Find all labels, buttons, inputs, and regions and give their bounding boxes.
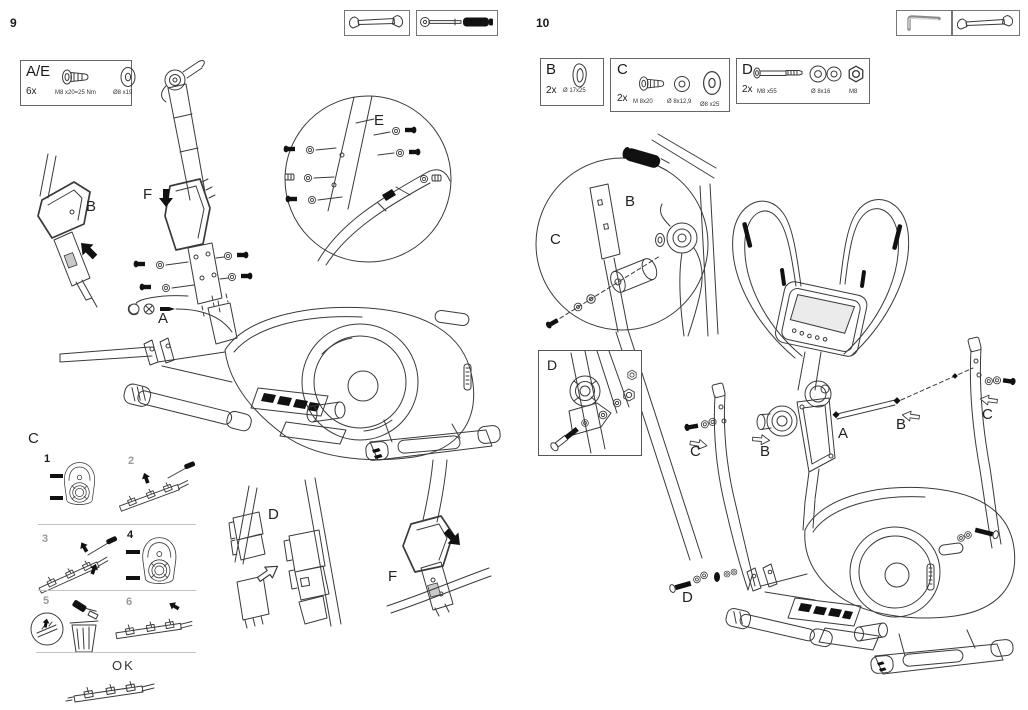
illustration-connector-detail-d <box>225 478 360 638</box>
ok-label: OK <box>112 658 135 673</box>
illustration-pivot-detail-d <box>539 351 641 455</box>
open-end-wrench-icon <box>953 11 1019 35</box>
allen-key-icon <box>897 11 951 35</box>
washer-spec-2: Ø8 x25 <box>700 102 720 108</box>
step-divider <box>38 590 196 591</box>
long-bolt-icon <box>753 66 805 80</box>
callout-d: D <box>268 506 279 523</box>
open-end-wrench-icon <box>345 11 409 35</box>
callout-arm-b-right: B <box>896 416 907 433</box>
toolbox-allen-key <box>896 10 952 36</box>
illustration-detail-circle-e <box>278 93 458 265</box>
hardware-id: C <box>617 61 628 78</box>
callout-detail-c: C <box>550 231 561 248</box>
hardware-qty: 2x <box>742 84 753 95</box>
hardware-qty: 2x <box>617 93 628 104</box>
toolbox-open-end-wrench <box>344 10 410 36</box>
hardware-qty: 2x <box>546 85 557 96</box>
callout-detail-b: B <box>625 193 636 210</box>
hardware-id: D <box>742 61 753 78</box>
callout-arm-c-left: C <box>690 443 701 460</box>
detail-box-d <box>538 350 642 456</box>
torque-wrench-icon <box>417 11 497 35</box>
small-washer-icon <box>673 75 691 93</box>
nut-spec: M8 <box>849 89 858 95</box>
step-1-illustration <box>50 458 100 520</box>
hardware-box-b <box>540 58 604 106</box>
step-6-illustration <box>116 600 196 642</box>
bolt-spec: M8 x55 <box>757 89 777 95</box>
ok-rail-illustration <box>66 672 158 704</box>
callout-f-bottom: F <box>388 568 398 585</box>
washer-spec: Ø 17x25 <box>563 88 586 94</box>
step-divider <box>38 524 196 525</box>
illustration-handlebar-mast <box>130 58 260 310</box>
curved-washer-icon <box>572 63 588 91</box>
toolbox-torque-wrench <box>416 10 498 36</box>
bolt-spec: M8 x20=25 Nm <box>55 90 96 96</box>
page-number: 10 <box>536 16 550 30</box>
illustration-cover-detail-b <box>30 150 130 300</box>
step-5-number: 5 <box>43 595 50 607</box>
toolbox-open-end-wrench <box>952 10 1020 36</box>
callout-detail-d: D <box>547 357 558 373</box>
callout-f-top: F <box>143 186 153 203</box>
step-3-illustration <box>36 537 118 587</box>
hardware-qty: 6x <box>26 86 37 97</box>
step-3-number: 3 <box>42 533 49 545</box>
page-number: 9 <box>10 16 17 30</box>
callout-b: B <box>86 198 97 215</box>
callout-base-d: D <box>682 589 693 606</box>
hardware-box-c <box>610 58 730 112</box>
washers-icon <box>809 64 843 84</box>
bolt-icon <box>59 67 93 87</box>
bolt-icon <box>637 75 667 93</box>
illustration-cover-detail-f <box>383 458 493 616</box>
step-2-number: 2 <box>128 455 135 467</box>
step-6-number: 6 <box>126 596 133 608</box>
step-2-illustration <box>120 462 196 512</box>
washer-spec-1: Ø 8x12,9 <box>667 99 692 105</box>
callout-a: A <box>158 310 169 327</box>
nut-icon <box>847 64 865 84</box>
step-1-number: 1 <box>44 453 51 465</box>
callout-arm-c-right: C <box>982 406 993 423</box>
hardware-id: A/E <box>26 63 51 80</box>
hardware-id: B <box>546 61 557 78</box>
washer-spec: Ø8 x19 <box>113 90 133 96</box>
step-5-illustration <box>30 595 100 653</box>
bolt-spec: M 8x20 <box>633 99 653 105</box>
step-4-illustration <box>126 532 182 594</box>
hardware-box-d <box>736 58 870 104</box>
hardware-box-ae <box>20 60 132 106</box>
callout-e: E <box>374 112 385 129</box>
callout-c-panel: C <box>28 430 39 447</box>
down-arrow-icon <box>157 188 175 208</box>
callout-arm-b-left: B <box>760 443 771 460</box>
step-divider <box>36 652 196 653</box>
step-4-number: 4 <box>127 529 134 541</box>
washer-spec: Ø 8x16 <box>811 89 831 95</box>
large-washer-icon <box>701 69 723 97</box>
illustration-main-frame-10 <box>655 128 1028 703</box>
illustration-main-frame-9 <box>40 292 500 482</box>
callout-axle-a: A <box>838 425 849 442</box>
